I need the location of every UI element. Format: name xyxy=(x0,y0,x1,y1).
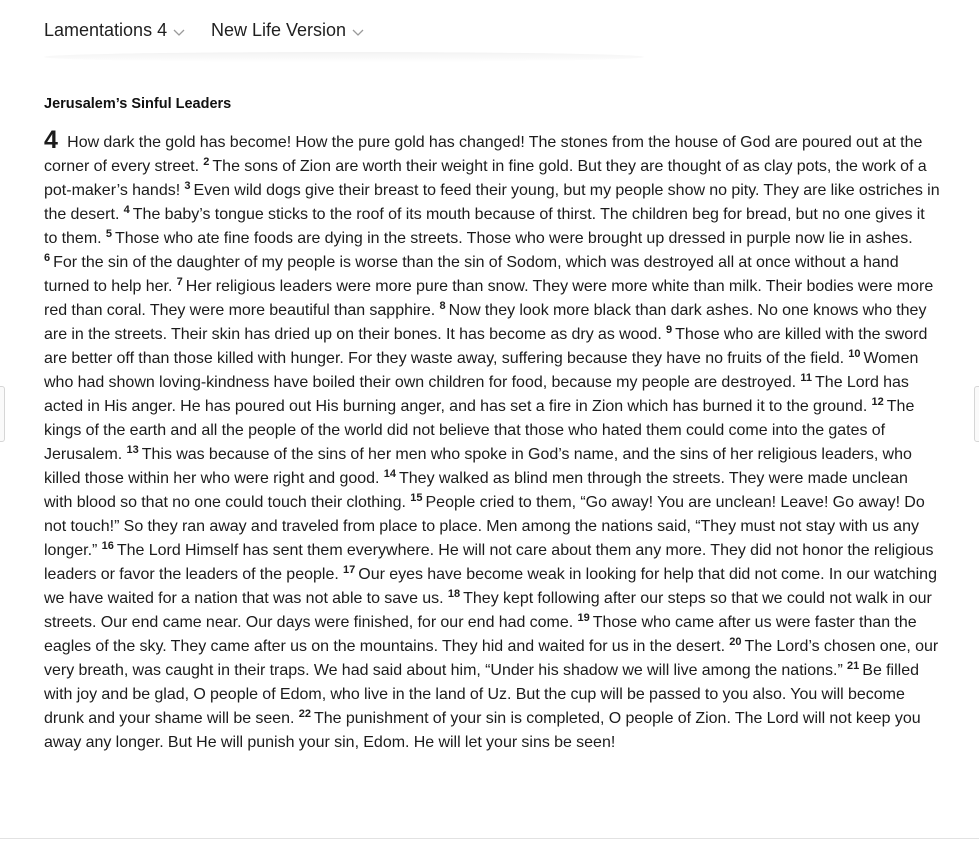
previous-chapter-button[interactable] xyxy=(0,386,5,442)
verse-text: Be filled with joy and be glad, O people of Edom, who live in the land of Uz. But the cup will be passed to you also. You will become drunk and your shame will be seen. xyxy=(44,662,920,727)
chevron-down-icon xyxy=(352,26,364,38)
reader-header xyxy=(0,0,979,62)
verse-number: 14 xyxy=(383,468,396,480)
verse-text: Those who came after us were faster than the eagles of the sky. They came after us on the mountains. They hid and waited for us in the desert. xyxy=(44,614,917,655)
header-shadow xyxy=(44,52,644,62)
verse-text: The Lord Himself has sent them everywhere. He will not care about them any more. They did not honor the religious leaders or favor the leaders of the people. xyxy=(44,542,934,583)
verse-text: People cried to them, “Go away! You are unclean! Leave! Go away! Do not touch!” So they ran away and traveled from place to place. Men among the nations said, “They must not stay with us any longer.” xyxy=(44,494,925,559)
footer-divider xyxy=(0,838,979,839)
verse-text: The sons of Zion are worth their weight in fine gold. But they are thought of as clay pots, the work of a pot-maker’s hands! xyxy=(44,158,927,199)
book-chapter-label: Lamentations 4 xyxy=(44,20,168,40)
verse-text: For the sin of the daughter of my people is worse than the sin of Sodom, which was destroyed all at once without a hand turned to help her. xyxy=(44,254,899,295)
section-heading: Jerusalem’s Sinful Leaders xyxy=(44,96,232,112)
verse-number: 6 xyxy=(44,252,51,264)
version-label: New Life Version xyxy=(211,20,347,40)
verse-number: 16 xyxy=(101,540,114,552)
verse-text: They kept following after our steps so that we could not walk in our streets. Our end came near. Our days were finished, for our end had come. xyxy=(44,590,932,631)
verse-text: Even wild dogs give their breast to feed their young, but my people show no pity. They are like ostriches in the desert. xyxy=(44,182,940,223)
verse-number: 21 xyxy=(847,660,860,672)
verse-text: Now they look more black than dark ashes. No one knows who they are in the streets. Their skin has dried up on their bones. It has become as dry as wood. xyxy=(44,302,927,343)
verse-number: 10 xyxy=(848,348,861,360)
verse-text: The Lord has acted in His anger. He has poured out His burning anger, and has set a fire in Zion which has burned it to the ground. xyxy=(44,374,909,415)
verse-text: Her religious leaders were more pure than snow. They were more white than milk. Their bodies were more red than coral. They were more beautiful than sapphire. xyxy=(44,278,934,319)
chapter-content xyxy=(44,96,940,755)
verse-number: 22 xyxy=(298,708,311,720)
verse-text: Our eyes have become weak in looking for help that did not come. In our watching we have waited for a nation that was not able to save us. xyxy=(44,566,937,607)
verse-text: This was because of the sins of her men who spoke in God’s name, and the sins of her religious leaders, who killed those within her who were right and good. xyxy=(44,446,912,487)
book-chapter-selector[interactable] xyxy=(44,20,185,41)
verse-number: 11 xyxy=(800,372,813,384)
chevron-down-icon xyxy=(173,26,185,38)
verse-number: 13 xyxy=(126,444,139,456)
verse-number: 20 xyxy=(729,636,742,648)
verse-text: The Lord’s chosen one, our very breath, was caught in their traps. We had said about him, “Under his shadow we will live among the nations.” xyxy=(44,638,939,679)
verse-number: 7 xyxy=(176,276,183,288)
verse-number: 2 xyxy=(203,156,210,168)
version-selector[interactable] xyxy=(211,20,364,41)
verse-text: The punishment of your sin is completed, O people of Zion. The Lord will not keep you away any longer. But He will punish your sin, Edom. He will let your sins be seen! xyxy=(44,710,921,751)
verse-text: Women who had shown loving-kindness have boiled their own children for food, because my people are destroyed. xyxy=(44,350,919,391)
verse-text: Those who ate fine foods are dying in the streets. Those who were brought up dressed in purple now lie in ashes. xyxy=(114,230,913,247)
verse-number: 12 xyxy=(871,396,884,408)
passage-text xyxy=(44,126,940,755)
verse-text: Those who are killed with the sword are better off than those killed with hunger. For they waste away, suffering because they have no fruits of the field. xyxy=(44,326,928,367)
verse-number: 8 xyxy=(439,300,446,312)
verse-number: 17 xyxy=(343,564,356,576)
verse-text: How dark the gold has become! How the pure gold has changed! The stones from the house of God are poured out at the corner of every street. xyxy=(44,134,923,175)
verse-number: 4 xyxy=(123,204,130,216)
next-chapter-button[interactable] xyxy=(974,386,979,442)
verse-number: 15 xyxy=(410,492,423,504)
verse-number: 9 xyxy=(666,324,673,336)
verse-number: 19 xyxy=(577,612,590,624)
verse-text: The kings of the earth and all the people of the world did not believe that those who hated them could come into the gates of Jerusalem. xyxy=(44,398,915,463)
chapter-number: 4 xyxy=(44,126,58,154)
verse-text: They walked as blind men through the streets. They were made unclean with blood so that no one could touch their clothing. xyxy=(44,470,908,511)
verse-number: 3 xyxy=(184,180,191,192)
verse-number: 18 xyxy=(447,588,461,600)
verse-text: The baby’s tongue sticks to the roof of its mouth because of thirst. The children beg for bread, but no one gives it to them. xyxy=(44,206,925,247)
verse-number: 5 xyxy=(105,228,112,240)
